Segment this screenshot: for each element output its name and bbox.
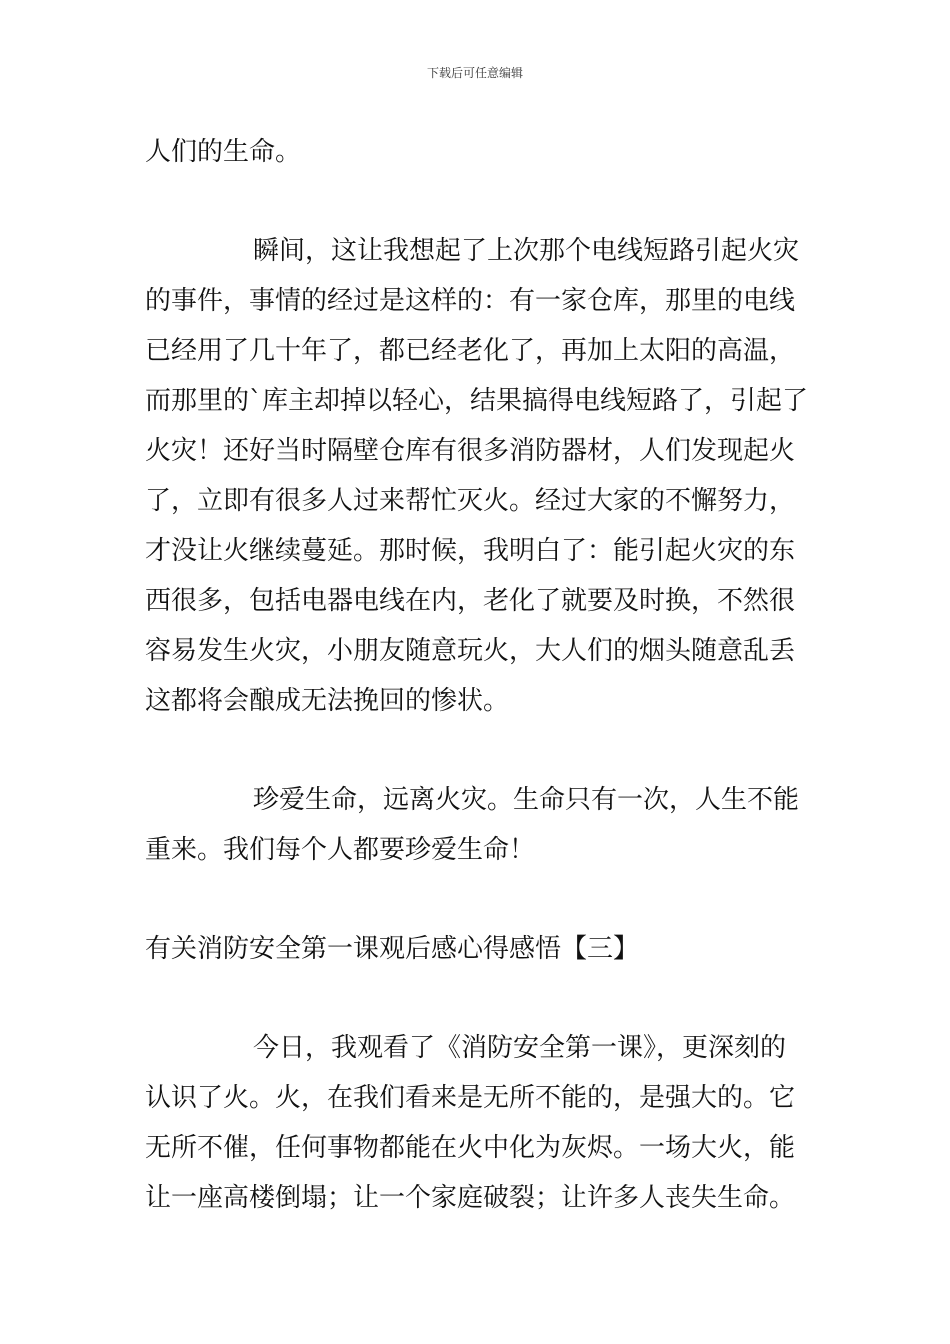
text-line: 才没让火继续蔓延。那时候，我明白了：能引起火灾的东 [145, 536, 796, 566]
section-heading: 有关消防安全第一课观后感心得感悟【三】 [145, 934, 640, 964]
text-line: 容易发生火灾，小朋友随意玩火，大人们的烟头随意乱丢 [145, 636, 796, 666]
text-line: 无所不催，任何事物都能在火中化为灰烬。一场大火，能 [145, 1133, 796, 1163]
text-line: 了，立即有很多人过来帮忙灭火。经过大家的不懈努力， [145, 486, 796, 516]
paragraph-first-line: 珍爱生命，远离火灾。生命只有一次，人生不能 [253, 785, 800, 815]
text-line: 让一座高楼倒塌；让一个家庭破裂；让许多人丧失生命。 [145, 1183, 796, 1213]
text-line: 的事件，事情的经过是这样的：有一家仓库，那里的电线 [145, 286, 796, 316]
text-line: 而那里的`库主却掉以轻心，结果搞得电线短路了，引起了 [145, 386, 809, 416]
text-line: 人们的生命。 [145, 137, 302, 167]
text-line: 这都将会酿成无法挽回的惨状。 [145, 686, 510, 716]
text-line: 西很多，包括电器电线在内，老化了就要及时换，不然很 [145, 586, 796, 616]
text-line: 火灾！还好当时隔壁仓库有很多消防器材，人们发现起火 [145, 436, 796, 466]
text-line: 认识了火。火，在我们看来是无所不能的，是强大的。它 [145, 1083, 796, 1113]
text-line: 重来。我们每个人都要珍爱生命！ [145, 835, 536, 865]
page-header: 下载后可任意编辑 [426, 66, 523, 80]
paragraph-first-line: 今日，我观看了《消防安全第一课》，更深刻的 [253, 1033, 787, 1063]
paragraph-first-line: 瞬间，这让我想起了上次那个电线短路引起火灾 [253, 236, 800, 266]
text-line: 已经用了几十年了，都已经老化了，再加上太阳的高温， [145, 336, 796, 366]
